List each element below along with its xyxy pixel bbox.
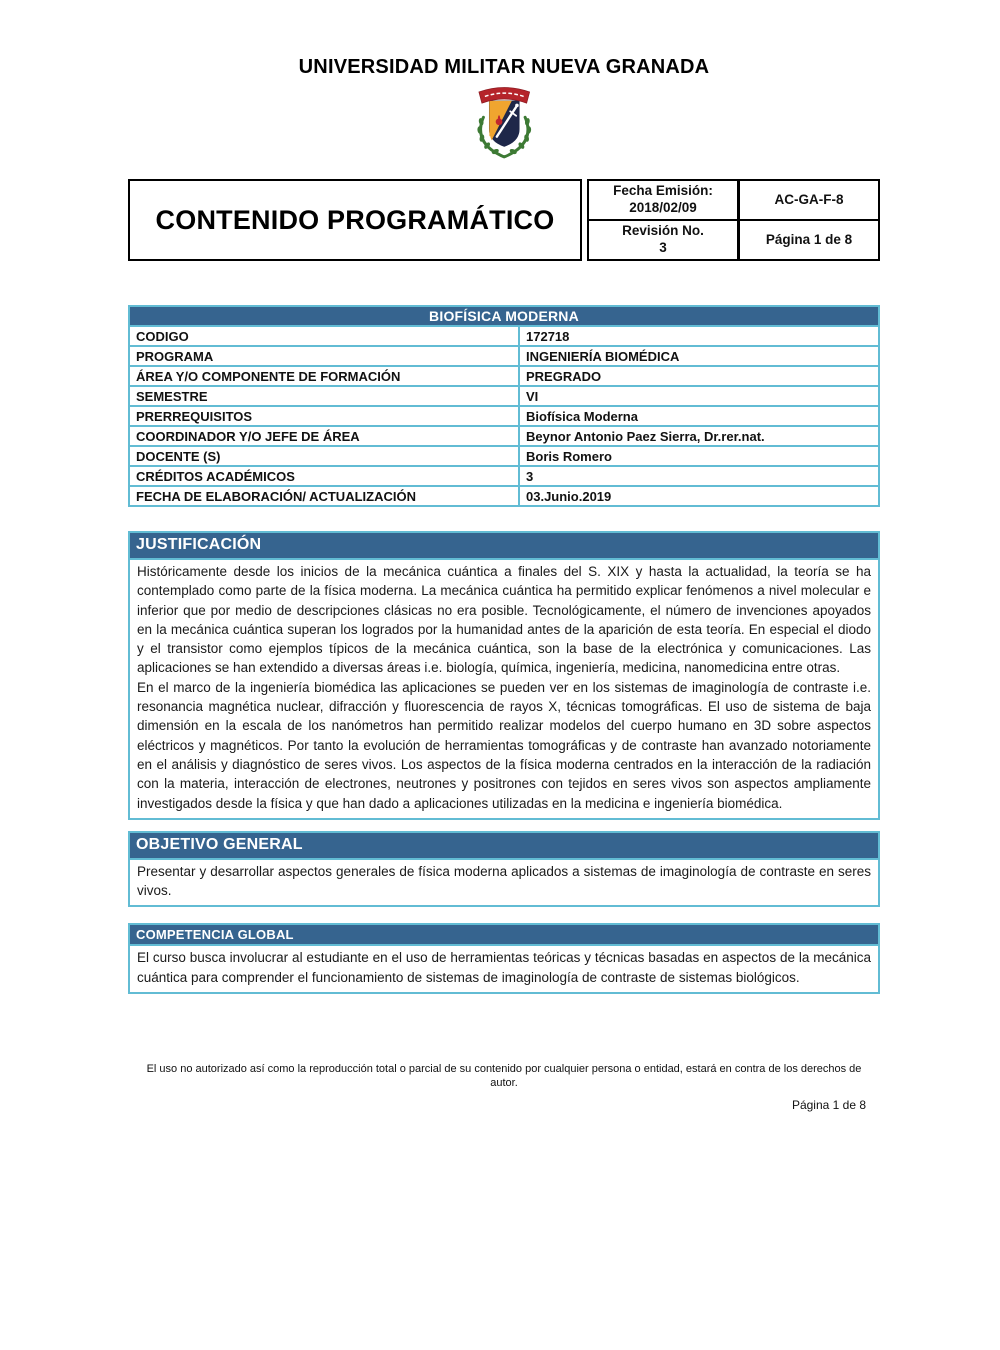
paragraph: Presentar y desarrollar aspectos generales de física moderna aplicados a sistemas de imaginología de contraste en seres vivos. bbox=[137, 863, 871, 899]
row-label: PROGRAMA bbox=[129, 346, 519, 366]
table-row bbox=[129, 486, 879, 506]
table-row bbox=[129, 306, 879, 326]
copyright-disclaimer: El uso no autorizado así como la reproducción total o parcial de su contenido por cualquier persona o entidad, estará en contra de los derechos de autor. bbox=[146, 1063, 862, 1090]
row-label: CODIGO bbox=[129, 326, 519, 346]
row-label: PRERREQUISITOS bbox=[129, 406, 519, 426]
table-row bbox=[129, 386, 879, 406]
section-justificacion bbox=[128, 531, 880, 820]
logo-container bbox=[128, 83, 880, 167]
document-code-cell bbox=[739, 179, 880, 220]
row-label: DOCENTE (S) bbox=[129, 446, 519, 466]
paragraph: En el marco de la ingeniería biomédica las aplicaciones se pueden ver en los sistemas de imaginología de contraste i.e. resonancia magnética nuclear, difracción y fluorescencia de rayos X, técnicas tomográficas. El uso de sistema de baja dimensión en la escala de los nanómetros han permitido realizar modelos del cuerpo humano en 3D sobre aspectos eléctricos y magnéticos. Por tanto la evolución de herramientas tomográficas y de contraste han avanzado notoriamente en el análisis y diagnóstico de seres vivos. Los aspectos de la física moderna centrados en la interacción de la radiación con la materia, interacción de electrones, neutrones y positrones con tejidos en seres vivos son aspectos ampliamente investigados desde la física y que han dado a aplicaciones utilizadas en la medicina e ingeniería biomédica. bbox=[137, 679, 871, 811]
page-indicator-cell bbox=[739, 220, 880, 261]
row-label: FECHA DE ELABORACIÓN/ ACTUALIZACIÓN bbox=[129, 486, 519, 506]
document-code: AC-GA-F-8 bbox=[774, 191, 844, 207]
section-body-justificacion bbox=[130, 560, 878, 818]
university-crest-logo bbox=[467, 83, 542, 165]
row-value: Biofísica Moderna bbox=[519, 406, 879, 426]
fecha-emision-value: 2018/02/09 bbox=[629, 200, 697, 215]
document-header-table bbox=[128, 179, 880, 261]
row-value: 172718 bbox=[519, 326, 879, 346]
section-competencia-global bbox=[128, 923, 880, 994]
row-label: COORDINADOR Y/O JEFE DE ÁREA bbox=[129, 426, 519, 446]
course-title: BIOFÍSICA MODERNA bbox=[129, 306, 879, 326]
revision-value: 3 bbox=[659, 240, 667, 255]
row-value: VI bbox=[519, 386, 879, 406]
section-body-competencia-global bbox=[130, 946, 878, 992]
fecha-emision-label: Fecha Emisión: bbox=[613, 183, 713, 199]
row-value: Beynor Antonio Paez Sierra, Dr.rer.nat. bbox=[519, 426, 879, 446]
revision-cell bbox=[587, 220, 739, 261]
row-label: CRÉDITOS ACADÉMICOS bbox=[129, 466, 519, 486]
row-label: SEMESTRE bbox=[129, 386, 519, 406]
course-info-table bbox=[128, 305, 880, 507]
section-body-objetivo-general bbox=[130, 860, 878, 906]
table-row bbox=[129, 406, 879, 426]
paragraph: Históricamente desde los inicios de la mecánica cuántica a finales del S. XIX y hasta la actualidad, la teoría se ha contemplado como parte de la física moderna. La mecánica cuántica ha permitido explicar fenómenos a nivel molecular e inferior que por medio de descripciones clásicas no era posible. Tecnológicamente, el número de invenciones apoyados en la mecánica cuántica superan los logrados por la humanidad antes de la aparición de esta teoría. En especial el diodo y el transistor como ejemplos típicos de la mecánica cuántica, son la base de la electrónica y comunicaciones. Las aplicaciones se han extendido a diversas áreas i.e. biología, química, ingeniería, medicina, nanomedicina entre otras. bbox=[137, 564, 871, 676]
table-row bbox=[129, 366, 879, 386]
row-label: ÁREA Y/O COMPONENTE DE FORMACIÓN bbox=[129, 366, 519, 386]
footer-page-number: Página 1 de 8 bbox=[791, 1098, 866, 1113]
table-row bbox=[129, 346, 879, 366]
page-footer bbox=[128, 1062, 880, 1112]
document-header-grid bbox=[587, 179, 880, 261]
row-value: INGENIERÍA BIOMÉDICA bbox=[519, 346, 879, 366]
revision-label: Revisión No. bbox=[622, 223, 704, 239]
university-title: UNIVERSIDAD MILITAR NUEVA GRANADA bbox=[298, 56, 710, 78]
paragraph: El curso busca involucrar al estudiante en el uso de herramientas teóricas y técnicas basadas en aspectos de la mecánica cuántica para comprender el funcionamiento de sistemas de imaginología de contraste de sistemas biológicos. bbox=[137, 950, 871, 985]
section-objetivo-general bbox=[128, 831, 880, 908]
table-row bbox=[129, 446, 879, 466]
page-content bbox=[128, 56, 880, 1112]
table-row bbox=[129, 426, 879, 446]
page-indicator: Página 1 de 8 bbox=[765, 231, 853, 247]
section-title-competencia-global: COMPETENCIA GLOBAL bbox=[130, 925, 878, 946]
row-value: Boris Romero bbox=[519, 446, 879, 466]
document-title: CONTENIDO PROGRAMÁTICO bbox=[128, 179, 582, 261]
table-row bbox=[129, 466, 879, 486]
row-value: 3 bbox=[519, 466, 879, 486]
table-row bbox=[129, 326, 879, 346]
row-value: 03.Junio.2019 bbox=[519, 486, 879, 506]
row-value: PREGRADO bbox=[519, 366, 879, 386]
fecha-emision-cell bbox=[587, 179, 739, 220]
section-title-justificacion: JUSTIFICACIÓN bbox=[130, 533, 878, 560]
section-title-objetivo-general: OBJETIVO GENERAL bbox=[130, 833, 878, 860]
